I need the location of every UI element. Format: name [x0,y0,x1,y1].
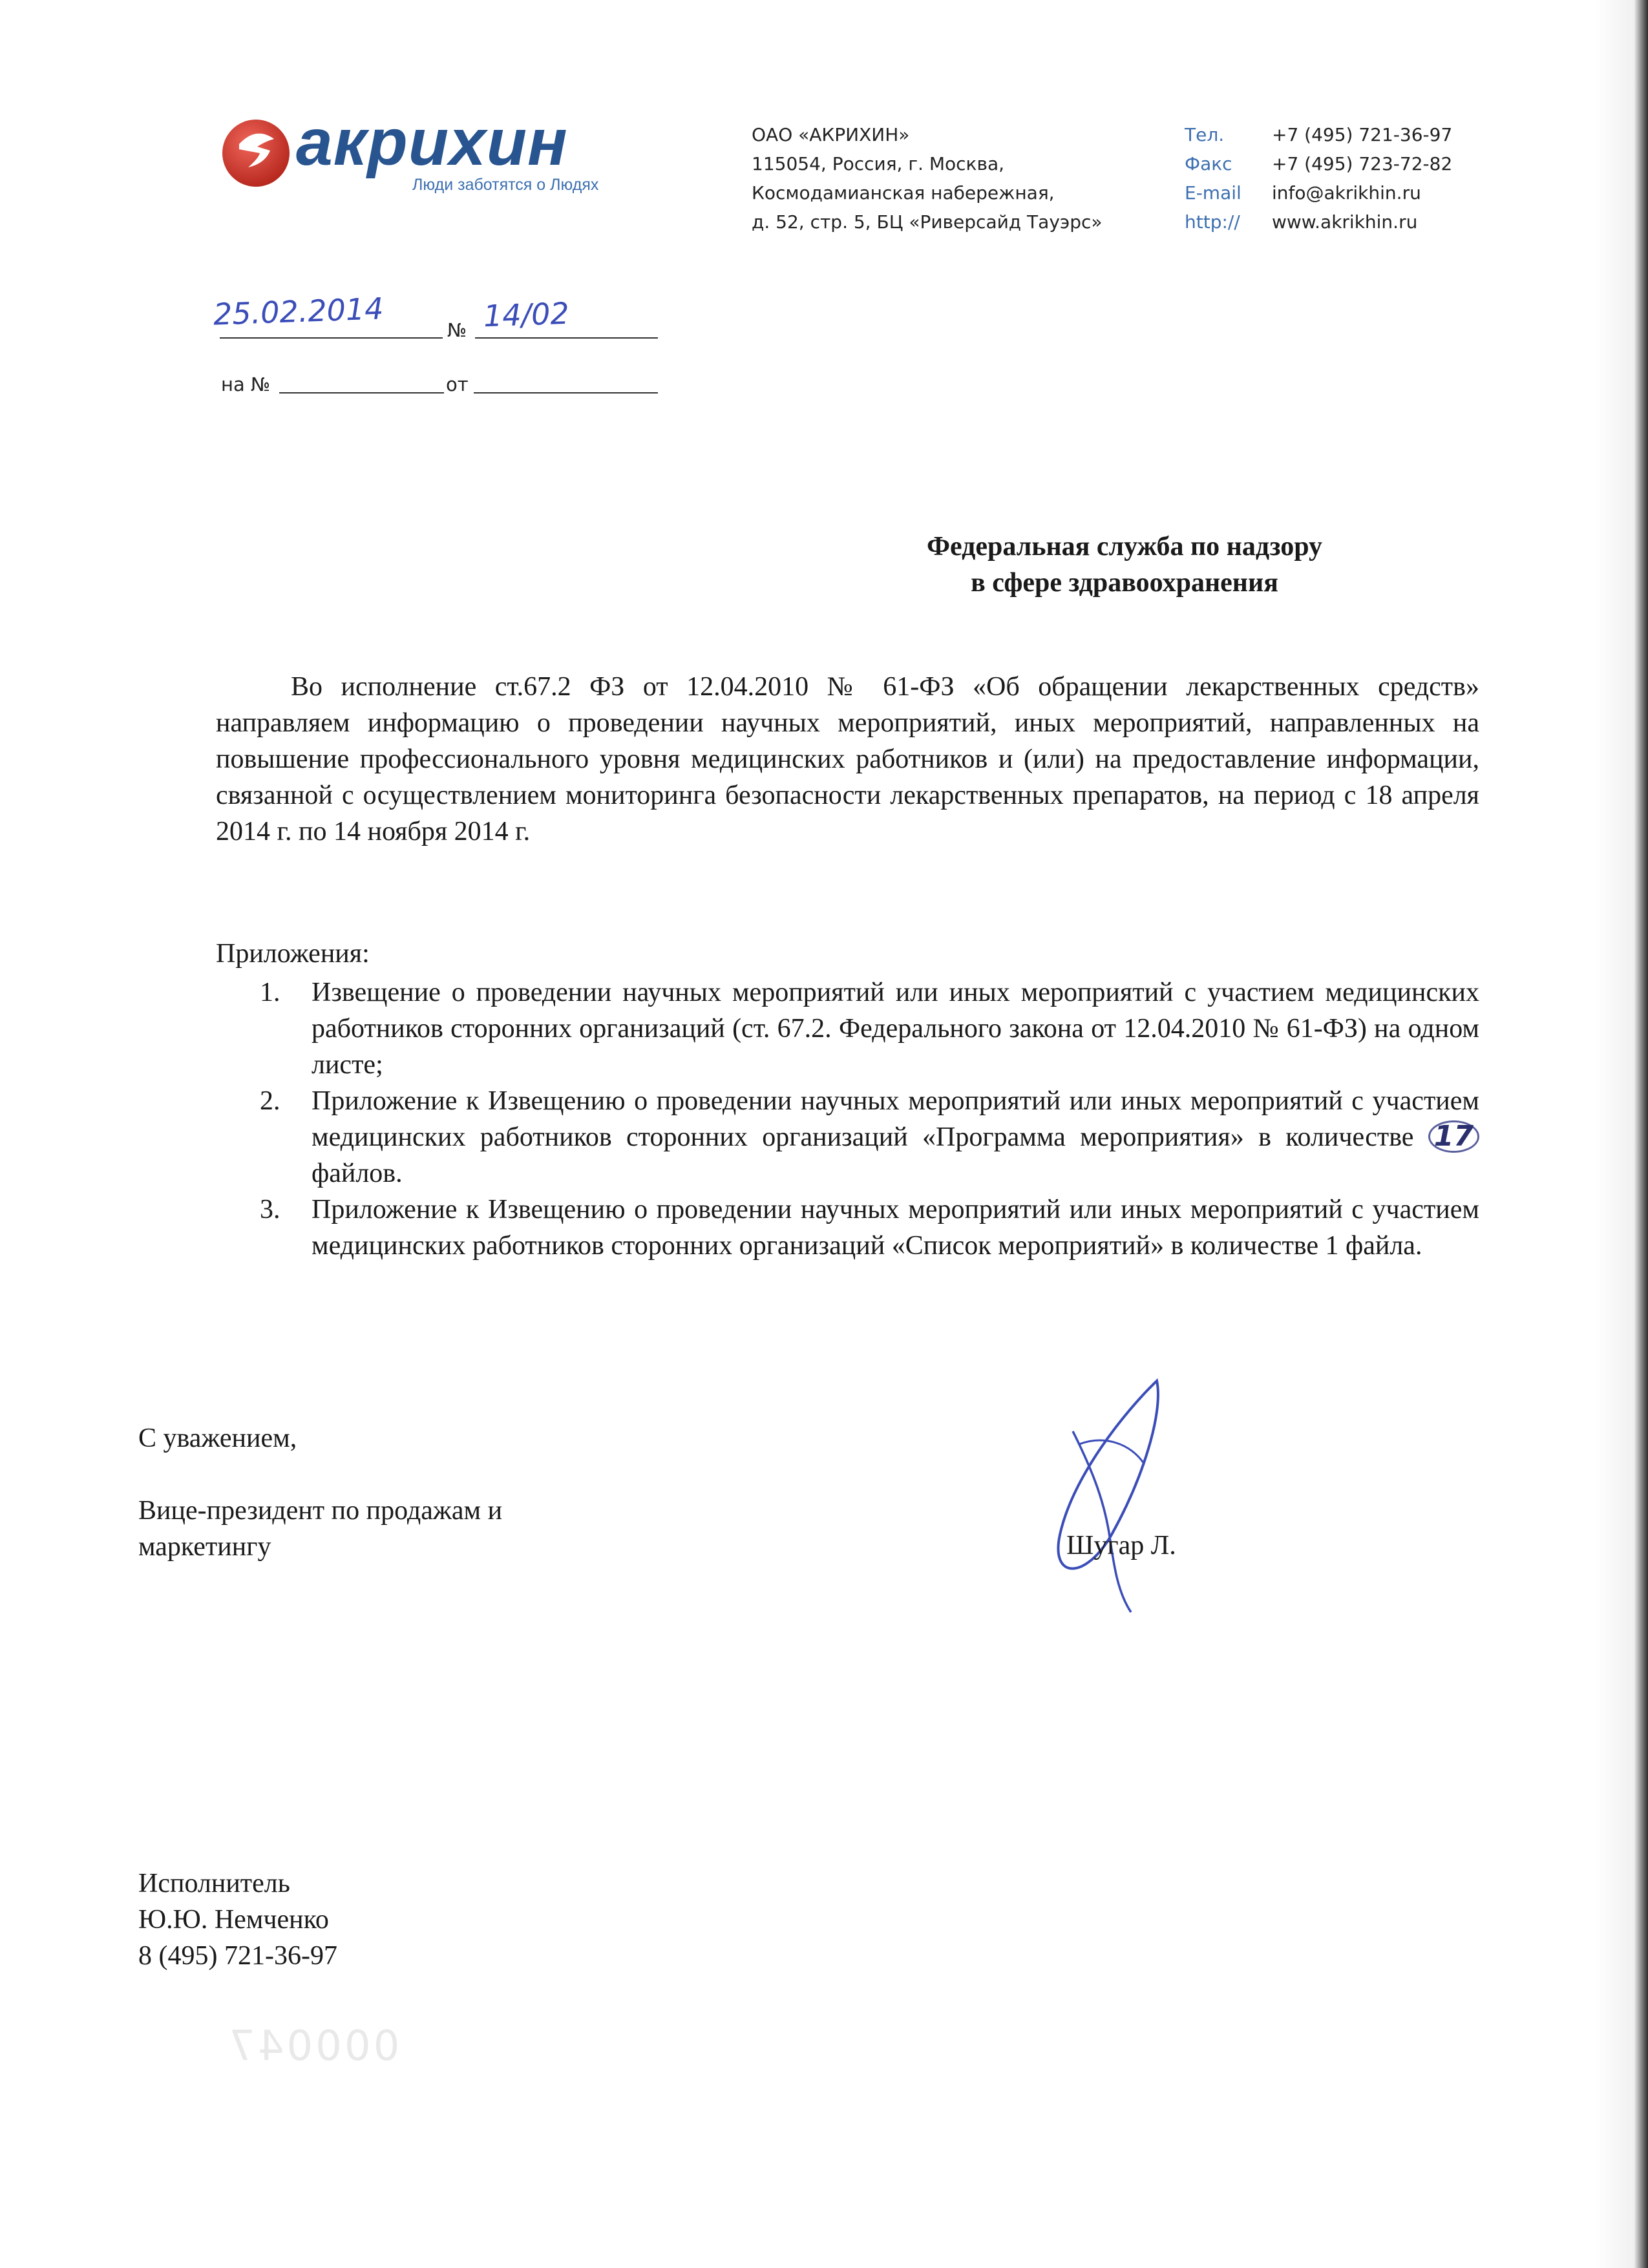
addressee [814,529,1435,601]
brand-slogan: Люди заботятся о Людях [412,176,599,194]
executor-block [138,1865,337,1974]
scan-shadow [1595,0,1634,2268]
attachments-list [216,974,1479,1264]
date-underline [220,337,443,339]
contact-fax [1185,149,1452,178]
handwritten-number: 14/02 [483,295,570,334]
regards: С уважением, [138,1423,297,1453]
item-text: Приложение к Извещению о проведении научных мероприятий или иных мероприятий с участием медицинских работников сторонних организаций «Программа мероприятия» в количестве [312,1086,1479,1152]
position-line: маркетингу [138,1532,271,1562]
company-logo [220,105,620,197]
item-text: Извещение о проведении научных мероприятий или иных мероприятий с участием медицинских работников сторонних организаций (ст. 67.2. Федерального закона от 12.04.2010 № 61-ФЗ) на одном листе; [312,978,1479,1080]
handwritten-count: 17 [1428,1120,1479,1153]
number-label: № [447,319,467,341]
contact-phone [1185,120,1452,149]
address-line: 115054, Россия, г. Москва, [752,153,1005,174]
contact-email [1185,178,1452,207]
contact-label: Тел. [1185,124,1225,145]
signer-name: Шугар Л. [1066,1531,1176,1560]
reply-date-line [474,392,658,394]
company-contacts [1185,120,1452,236]
company-address [752,120,1103,236]
address-line: Космодамианская набережная, [752,182,1055,204]
addressee-line: в сфере здравоохранения [971,568,1278,598]
list-item [216,1192,1479,1264]
executor-name: Ю.Ю. Немченко [138,1905,329,1935]
addressee-line: Федеральная служба по надзору [926,532,1323,562]
brand-name: акрихин [296,105,568,179]
number-underline [475,337,658,339]
contact-website [1185,207,1452,236]
list-item [216,974,1479,1083]
from-label: от [446,373,469,395]
scan-edge [1634,0,1648,2268]
item-number: 2. [260,1086,280,1116]
contact-value: info@akrikhin.ru [1272,182,1421,204]
address-line: д. 52, стр. 5, БЦ «Риверсайд Тауэрс» [752,211,1103,233]
executor-phone: 8 (495) 721-36-97 [138,1941,337,1971]
contact-value: +7 (495) 723-72-82 [1272,153,1453,174]
reply-number-line [279,392,444,394]
contact-label: http:// [1185,211,1240,233]
attachments-title: Приложения: [216,939,370,969]
reply-to-label: на № [221,373,271,395]
handwritten-signature [1034,1373,1183,1619]
position-line: Вице-президент по продажам и [138,1496,503,1526]
signer-position [138,1493,502,1565]
item-text: файлов. [312,1159,403,1188]
contact-label: Факс [1185,153,1232,174]
item-number: 1. [260,978,280,1007]
contact-value: +7 (495) 721-36-97 [1272,124,1453,145]
akrikhin-logo-icon [220,113,297,191]
executor-label: Исполнитель [138,1869,290,1898]
contact-value: www.akrikhin.ru [1272,211,1418,233]
list-item [216,1083,1479,1192]
address-line: ОАО «АКРИХИН» [752,124,910,145]
contact-label: E-mail [1185,182,1241,204]
item-text: Приложение к Извещению о проведении научных мероприятий или иных мероприятий с участием медицинских работников сторонних организаций «Список мероприятий» в количестве 1 файла. [312,1195,1479,1261]
handwritten-date: 25.02.2014 [213,291,385,332]
item-number: 3. [260,1195,280,1224]
embossed-stamp-number: 000047 [226,2022,400,2070]
body-paragraph: Во исполнение ст.67.2 ФЗ от 12.04.2010 № 61-ФЗ «Об обращении лекарственных средств» направляем информацию о проведении научных мероприятий, иных мероприятий, направленных на повышение профессионального уровня медицинских работников и (или) на предоставление информации, связанной с осуществлением мониторинга безопасности лекарственных препаратов, на период с 18 апреля 2014 г. по 14 ноября 2014 г. [216,672,1479,846]
